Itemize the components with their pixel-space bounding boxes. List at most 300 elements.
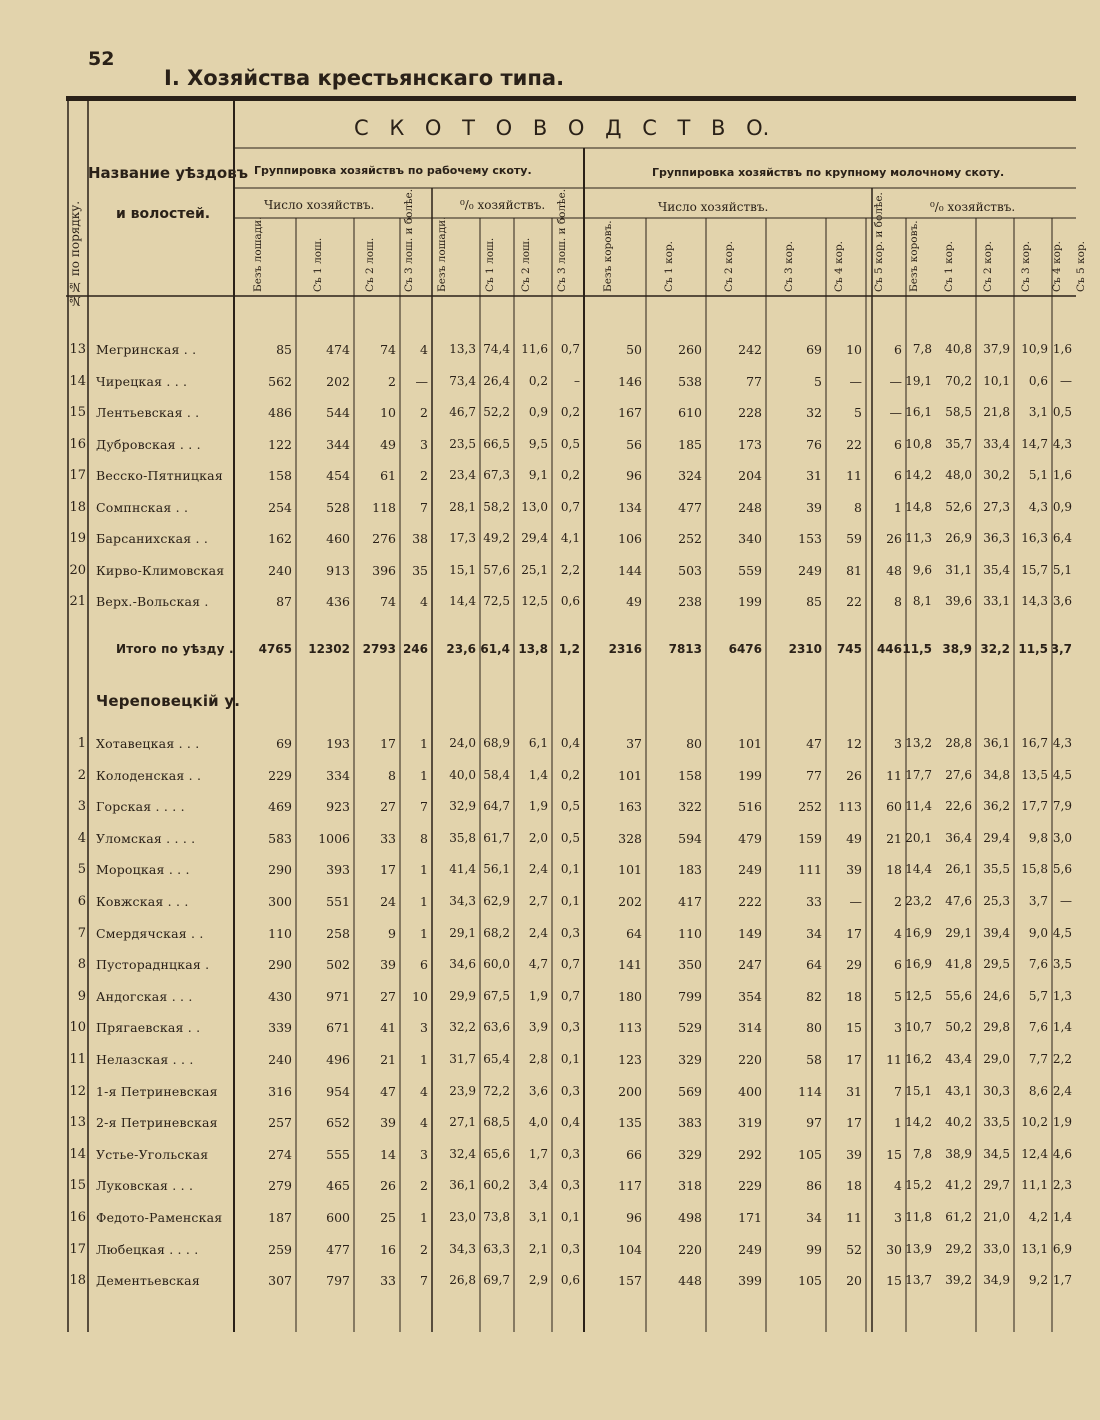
table-cell: 240 xyxy=(268,562,292,578)
table-cell: 20,1 xyxy=(905,830,932,845)
table-cell: 1,7 xyxy=(1052,1273,1072,1288)
table-cell: 21,0 xyxy=(983,1210,1010,1224)
table-cell: 4765 xyxy=(258,642,292,656)
table-cell: 47,6 xyxy=(945,894,972,908)
table-cell: 31 xyxy=(846,1083,862,1099)
row-index: 18 xyxy=(69,499,86,515)
table-cell: 74 xyxy=(380,342,396,357)
index-column-header: №№ по порядку. xyxy=(68,200,82,308)
table-cell: 319 xyxy=(738,1115,762,1131)
table-cell: 745 xyxy=(836,642,862,656)
table-cell: 6 xyxy=(420,957,428,973)
table-cell: 61,2 xyxy=(945,1210,972,1224)
table-cell: 14,3 xyxy=(1021,594,1048,608)
row-index: 15 xyxy=(69,1178,86,1194)
table-cell: 37 xyxy=(626,736,642,751)
page-heading: I. Хозяйства крестьянскаго типа. xyxy=(164,66,565,90)
table-cell: 36,1 xyxy=(449,1178,476,1193)
table-cell: 4,3 xyxy=(1052,436,1072,451)
table-cell: 1,4 xyxy=(528,767,548,782)
table-cell: 2793 xyxy=(362,642,396,656)
table-cell: 460 xyxy=(326,531,350,546)
table-cell: 3 xyxy=(894,1210,902,1225)
column-header: Безъ лошади. xyxy=(436,216,448,292)
table-cell: 6 xyxy=(894,436,902,452)
table-cell: 1 xyxy=(894,499,902,515)
statistics-table xyxy=(66,100,1087,1332)
table-cell: — xyxy=(889,373,902,389)
row-index: 15 xyxy=(69,405,86,420)
table-cell: 17 xyxy=(846,1052,862,1067)
row-name: Андогская . . . xyxy=(96,988,193,1004)
column-header: Съ 1 кор. xyxy=(943,240,955,292)
table-cell: 4 xyxy=(420,342,428,357)
row-index: 6 xyxy=(77,894,86,909)
table-cell: 228 xyxy=(738,405,762,420)
table-cell: 2,4 xyxy=(528,925,548,940)
table-cell: 58 xyxy=(806,1052,822,1067)
table-cell: 57,6 xyxy=(483,562,510,577)
row-name: Барсанихская . . xyxy=(96,531,209,546)
table-cell: 314 xyxy=(738,1020,762,1036)
table-cell: 29,1 xyxy=(945,925,972,940)
table-cell: 96 xyxy=(626,1210,642,1225)
table-cell: 276 xyxy=(372,531,396,546)
row-index: 1 xyxy=(77,736,86,751)
table-cell: 15 xyxy=(886,1146,902,1162)
table-cell: 4,5 xyxy=(1052,767,1072,782)
row-name: Ковжская . . . xyxy=(96,894,189,909)
table-cell: 14,8 xyxy=(905,499,932,514)
table-cell: 35 xyxy=(412,562,428,578)
table-cell: 72,5 xyxy=(483,594,510,608)
table-cell: 247 xyxy=(738,957,762,973)
table-cell: 479 xyxy=(738,830,762,846)
group-milk-header: Группировка хозяйствъ по крупному молочному скоту. xyxy=(652,166,1005,179)
table-cell: 1,2 xyxy=(558,642,580,656)
table-cell: 33 xyxy=(380,830,396,846)
table-cell: 17 xyxy=(846,925,862,941)
table-cell: 60,2 xyxy=(483,1178,510,1193)
table-cell: 249 xyxy=(738,1241,762,1257)
table-cell: 5 xyxy=(814,373,822,389)
table-cell: 28,8 xyxy=(945,736,972,750)
table-cell: 48 xyxy=(886,562,902,578)
table-cell: — xyxy=(849,373,862,389)
table-cell: 9,8 xyxy=(1028,830,1048,845)
table-cell: 0,9 xyxy=(528,405,548,419)
table-cell: 0,3 xyxy=(560,925,580,940)
column-header: Съ 5 кор. и болѣе. xyxy=(873,192,885,292)
table-cell: 3 xyxy=(894,736,902,751)
table-cell: 39 xyxy=(380,1115,396,1131)
table-cell: 2,8 xyxy=(528,1052,548,1066)
table-cell: 0,3 xyxy=(560,1020,580,1035)
row-index: 2 xyxy=(77,767,86,783)
table-cell: 6 xyxy=(894,468,902,483)
table-cell: 28,1 xyxy=(449,499,476,514)
table-cell: 36,1 xyxy=(983,736,1010,750)
table-cell: 503 xyxy=(678,562,702,578)
table-cell: 246 xyxy=(402,642,428,656)
table-cell: 559 xyxy=(738,562,762,578)
table-cell: 204 xyxy=(738,468,762,483)
table-cell: 13,0 xyxy=(521,499,548,514)
table-cell: 8 xyxy=(854,499,862,515)
table-cell: 274 xyxy=(268,1146,292,1162)
table-cell: 7,8 xyxy=(912,1146,932,1161)
table-cell: 11 xyxy=(846,1210,862,1225)
table-cell: 3,4 xyxy=(528,1178,548,1193)
table-cell: 7 xyxy=(420,499,428,515)
table-cell: 913 xyxy=(326,562,350,578)
table-cell: 26,9 xyxy=(945,531,972,545)
row-name: Чирецкая . . . xyxy=(96,373,188,389)
table-cell: 7,6 xyxy=(1028,1020,1048,1035)
table-cell: 498 xyxy=(678,1210,702,1225)
table-cell: 35,7 xyxy=(945,436,972,451)
table-cell: 252 xyxy=(798,799,822,815)
table-cell: 32,2 xyxy=(449,1020,476,1035)
table-cell: 29,7 xyxy=(983,1178,1010,1193)
table-cell: 2,0 xyxy=(528,830,548,845)
table-cell: 238 xyxy=(678,594,702,609)
table-cell: 113 xyxy=(838,799,862,815)
table-cell: 58,5 xyxy=(945,405,972,419)
table-cell: 62,9 xyxy=(483,894,510,908)
table-cell: 64 xyxy=(806,957,822,973)
table-cell: 49 xyxy=(626,594,642,609)
table-cell: 39,6 xyxy=(945,594,972,608)
table-cell: 110 xyxy=(268,925,292,941)
table-cell: 0,6 xyxy=(1028,373,1048,388)
table-cell: 1006 xyxy=(318,830,350,846)
table-cell: 171 xyxy=(738,1210,762,1225)
table-cell: 318 xyxy=(678,1178,702,1194)
table-cell: 538 xyxy=(678,373,702,389)
table-cell: 187 xyxy=(268,1210,292,1225)
table-cell: 1 xyxy=(894,1115,902,1131)
table-cell: 13,8 xyxy=(518,642,548,656)
table-cell: 17,7 xyxy=(1021,799,1048,814)
table-cell: 30,2 xyxy=(983,468,1010,482)
table-cell: 200 xyxy=(618,1083,642,1099)
column-header: Съ 3 лош. и болѣе. xyxy=(403,188,415,292)
row-name: Дементьевская xyxy=(96,1273,200,1289)
row-name: Колоденская . . xyxy=(96,767,202,783)
table-cell: 34,9 xyxy=(983,1273,1010,1288)
table-cell: 257 xyxy=(268,1115,292,1131)
table-cell: 3,6 xyxy=(1052,594,1072,608)
table-cell: 29,2 xyxy=(945,1241,972,1256)
table-cell: 0,1 xyxy=(560,1052,580,1066)
table-cell: 55,6 xyxy=(945,988,972,1003)
table-cell: 134 xyxy=(618,499,642,515)
table-cell: 2,3 xyxy=(1052,1178,1072,1193)
table-cell: 583 xyxy=(268,830,292,846)
column-header: Съ 5 кор. xyxy=(1075,240,1087,292)
row-name: Итого по уѣзду . xyxy=(116,642,234,656)
table-cell: 101 xyxy=(738,736,762,751)
table-cell: 31,1 xyxy=(945,562,972,577)
table-cell: 610 xyxy=(678,405,702,420)
table-cell: 122 xyxy=(268,436,292,452)
table-cell: 69 xyxy=(276,736,292,751)
table-cell: 544 xyxy=(326,405,350,420)
table-cell: 16,9 xyxy=(905,957,932,972)
table-cell: 33,5 xyxy=(983,1115,1010,1130)
table-cell: 199 xyxy=(738,767,762,783)
table-cell: 33 xyxy=(380,1273,396,1289)
row-index: 14 xyxy=(69,1146,86,1162)
table-cell: 67,3 xyxy=(483,468,510,482)
table-cell: 229 xyxy=(738,1178,762,1194)
table-cell: 39 xyxy=(806,499,822,515)
table-cell: 105 xyxy=(798,1146,822,1162)
table-cell: 0,2 xyxy=(560,405,580,419)
row-index: 11 xyxy=(69,1052,86,1067)
table-cell: 0,7 xyxy=(560,957,580,972)
table-cell: 954 xyxy=(326,1083,350,1099)
table-cell: 22 xyxy=(846,594,862,609)
table-cell: 4,3 xyxy=(1052,736,1072,750)
table-cell: 12302 xyxy=(308,642,350,656)
table-cell: 436 xyxy=(326,594,350,609)
table-cell: 86 xyxy=(806,1178,822,1194)
table-cell: 10,1 xyxy=(983,373,1010,388)
row-index: 10 xyxy=(69,1020,86,1036)
table-cell: 14,2 xyxy=(905,1115,932,1130)
table-cell: 3 xyxy=(420,1020,428,1036)
table-cell: 32,2 xyxy=(980,642,1010,656)
table-cell: 26,4 xyxy=(483,373,510,388)
table-cell: 24,0 xyxy=(449,736,476,750)
table-cell: 0,1 xyxy=(560,1210,580,1224)
column-header: Съ 4 кор. xyxy=(833,240,845,292)
row-index: 16 xyxy=(69,436,86,452)
table-cell: 0,2 xyxy=(560,767,580,782)
table-cell: 11,3 xyxy=(905,531,932,545)
table-cell: 0,5 xyxy=(1052,405,1072,419)
table-cell: 202 xyxy=(618,894,642,909)
table-cell: 254 xyxy=(268,499,292,515)
table-cell: 52,6 xyxy=(945,499,972,514)
table-cell: 101 xyxy=(618,767,642,783)
table-cell: 48,0 xyxy=(945,468,972,482)
table-cell: 6476 xyxy=(728,642,762,656)
table-cell: 340 xyxy=(738,531,762,546)
table-cell: 13,2 xyxy=(905,736,932,750)
table-cell: 21 xyxy=(380,1052,396,1067)
table-cell: 41,2 xyxy=(945,1178,972,1193)
row-name: Устье-Угольская xyxy=(96,1146,209,1162)
table-cell: 123 xyxy=(618,1052,642,1067)
table-cell: 322 xyxy=(678,799,702,815)
table-cell: 30 xyxy=(886,1241,902,1257)
table-cell: 85 xyxy=(806,594,822,609)
table-cell: 56,1 xyxy=(483,862,510,877)
table-cell: 12,5 xyxy=(905,988,932,1003)
row-name: Верх.-Вольская . xyxy=(96,594,209,609)
table-cell: 39 xyxy=(846,1146,862,1162)
table-cell: 43,1 xyxy=(945,1083,972,1098)
table-cell: 4,2 xyxy=(1028,1210,1048,1224)
table-cell: 3,7 xyxy=(1028,894,1048,908)
table-cell: 6,4 xyxy=(1052,531,1072,545)
table-cell: 222 xyxy=(738,894,762,909)
table-cell: 11,5 xyxy=(902,642,932,656)
table-cell: 38,9 xyxy=(945,1146,972,1161)
table-cell: 324 xyxy=(678,468,702,483)
table-cell: 20 xyxy=(846,1273,862,1289)
table-cell: 49,2 xyxy=(483,531,510,545)
table-cell: 60 xyxy=(886,799,902,815)
table-cell: 18 xyxy=(886,862,902,878)
table-cell: 39 xyxy=(846,862,862,878)
table-cell: 2310 xyxy=(788,642,822,656)
table-cell: 4,7 xyxy=(528,957,548,972)
table-cell: 64,7 xyxy=(483,799,510,814)
table-cell: 10,9 xyxy=(1021,342,1048,356)
table-cell: 26 xyxy=(886,531,902,546)
table-cell: 35,8 xyxy=(449,830,476,845)
table-cell: 290 xyxy=(268,957,292,973)
table-cell: 27,6 xyxy=(945,767,972,782)
table-cell: 15,1 xyxy=(905,1083,932,1098)
table-cell: 258 xyxy=(326,925,350,941)
row-index: 13 xyxy=(69,342,86,357)
table-cell: 66,5 xyxy=(483,436,510,451)
table-cell: 80 xyxy=(806,1020,822,1036)
table-cell: 4,0 xyxy=(528,1115,548,1130)
table-cell: 74,4 xyxy=(483,342,510,356)
milk-count-header: Число хозяйствъ. xyxy=(658,200,769,214)
table-cell: 118 xyxy=(372,499,396,515)
table-cell: 8,1 xyxy=(912,594,932,608)
table-cell: 23,2 xyxy=(905,894,932,908)
table-cell: 117 xyxy=(618,1178,642,1194)
table-cell: 17 xyxy=(380,862,396,878)
table-cell: 101 xyxy=(618,862,642,878)
table-cell: 202 xyxy=(326,373,350,389)
table-cell: 40,8 xyxy=(945,342,972,356)
table-cell: 16,7 xyxy=(1021,736,1048,750)
column-header: Безъ лошади. xyxy=(252,216,264,292)
row-index: 13 xyxy=(69,1115,86,1131)
table-cell: 38 xyxy=(412,531,428,546)
table-cell: 1 xyxy=(420,1210,428,1225)
table-cell: 99 xyxy=(806,1241,822,1257)
table-cell: 0,3 xyxy=(560,1146,580,1161)
column-header: Съ 3 кор. xyxy=(1020,240,1032,292)
table-cell: 496 xyxy=(326,1052,350,1067)
table-cell: 27 xyxy=(380,799,396,815)
table-cell: 35,4 xyxy=(983,562,1010,577)
table-cell: 24,6 xyxy=(983,988,1010,1003)
row-index: 14 xyxy=(69,373,86,389)
table-cell: 59 xyxy=(846,531,862,546)
table-cell: 68,5 xyxy=(483,1115,510,1130)
table-cell: – xyxy=(574,373,580,388)
table-cell: 50,2 xyxy=(945,1020,972,1035)
table-cell: 2,4 xyxy=(528,862,548,877)
table-cell: 13,9 xyxy=(905,1241,932,1256)
table-cell: 19,1 xyxy=(905,373,932,388)
table-cell: 41,4 xyxy=(449,862,476,877)
table-cell: 77 xyxy=(746,373,762,389)
table-cell: 67,5 xyxy=(483,988,510,1003)
table-cell: 33,0 xyxy=(983,1241,1010,1256)
table-cell: 64 xyxy=(626,925,642,941)
table-cell: 47 xyxy=(806,736,822,751)
table-cell: 13,7 xyxy=(905,1273,932,1288)
table-cell: 173 xyxy=(738,436,762,452)
table-cell: 39 xyxy=(380,957,396,973)
table-cell: 0,4 xyxy=(560,736,580,750)
row-name: Любецкая . . . . xyxy=(96,1241,199,1257)
table-cell: 11,6 xyxy=(521,342,548,356)
table-cell: — xyxy=(849,894,862,909)
table-cell: 106 xyxy=(618,531,642,546)
table-cell: 9,5 xyxy=(528,436,548,451)
table-cell: 36,3 xyxy=(983,531,1010,545)
table-cell: 23,6 xyxy=(446,642,476,656)
table-cell: 4,3 xyxy=(1028,499,1048,514)
table-cell: 2 xyxy=(388,373,396,389)
table-cell: 3,1 xyxy=(528,1210,548,1224)
table-cell: 63,6 xyxy=(483,1020,510,1035)
table-cell: 15,8 xyxy=(1021,862,1048,877)
row-name: Весско-Пятницкая xyxy=(96,468,223,483)
table-cell: 350 xyxy=(678,957,702,973)
table-cell: 29,9 xyxy=(449,988,476,1003)
table-cell: 35,5 xyxy=(983,862,1010,877)
table-cell: 16,9 xyxy=(905,925,932,940)
table-cell: 339 xyxy=(268,1020,292,1036)
table-cell: 9,0 xyxy=(1028,925,1048,940)
table-cell: 516 xyxy=(738,799,762,815)
row-index: 21 xyxy=(69,594,86,609)
column-header: Съ 2 лош. xyxy=(520,237,532,292)
table-cell: 1,4 xyxy=(1052,1210,1072,1224)
table-cell: 26,8 xyxy=(449,1273,476,1288)
table-cell: 43,4 xyxy=(945,1052,972,1066)
table-cell: 13,1 xyxy=(1021,1241,1048,1256)
table-cell: 14,4 xyxy=(905,862,932,877)
table-cell: 8 xyxy=(420,830,428,846)
table-cell: 3,0 xyxy=(1052,830,1072,845)
row-index: 12 xyxy=(69,1083,86,1099)
table-cell: 15,7 xyxy=(1021,562,1048,577)
row-index: 18 xyxy=(69,1273,86,1289)
table-cell: 6 xyxy=(894,342,902,357)
table-cell: 1,9 xyxy=(528,988,548,1003)
table-cell: 39,2 xyxy=(945,1273,972,1288)
table-cell: 0,2 xyxy=(528,373,548,388)
table-cell: 193 xyxy=(326,736,350,751)
table-cell: 38,9 xyxy=(942,642,972,656)
table-cell: 29,8 xyxy=(983,1020,1010,1035)
table-cell: 4 xyxy=(420,594,428,609)
table-cell: 8,6 xyxy=(1028,1083,1048,1098)
table-cell: 144 xyxy=(618,562,642,578)
table-cell: 220 xyxy=(738,1052,762,1067)
row-name: Мегринская . . xyxy=(96,342,197,357)
table-cell: 163 xyxy=(618,799,642,815)
table-cell: 13,5 xyxy=(1021,767,1048,782)
table-cell: 61,7 xyxy=(483,830,510,845)
table-cell: — xyxy=(889,405,902,420)
